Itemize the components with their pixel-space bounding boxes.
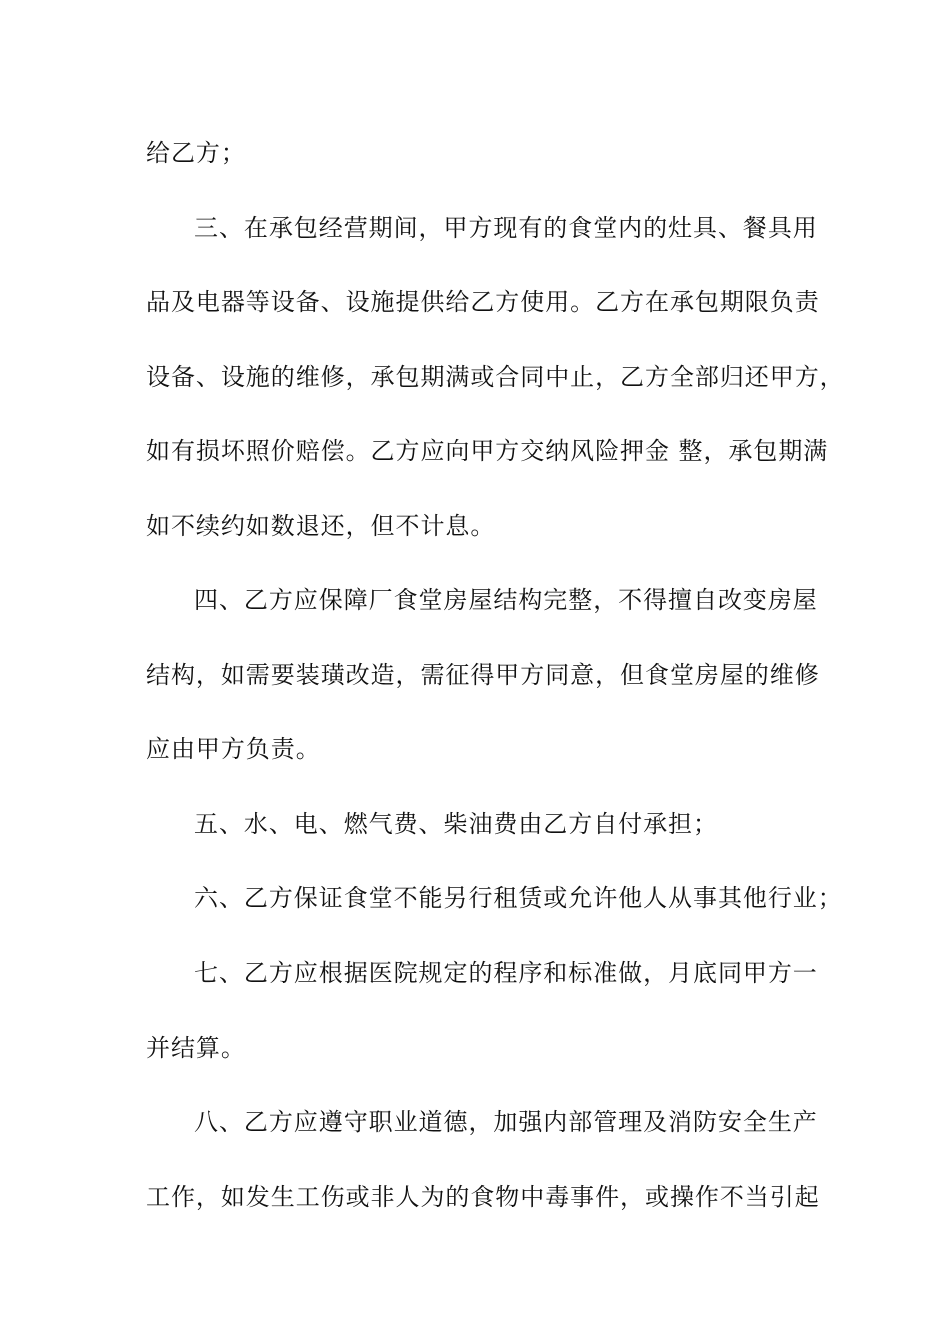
clause-4-line-1: 四、乙方应保障厂食堂房屋结构完整，不得擅自改变房屋: [194, 586, 818, 614]
text-line-1: 给乙方；: [146, 139, 246, 167]
clause-3-line-1: 三、在承包经营期间，甲方现有的食堂内的灶具、餐具用: [194, 214, 818, 242]
clause-3-line-2: 品及电器等设备、设施提供给乙方使用。乙方在承包期限负责: [146, 288, 820, 316]
clause-8-line-1: 八、乙方应遵守职业道德，加强内部管理及消防安全生产: [194, 1108, 818, 1136]
clause-3-line-4: 如有损坏照价赔偿。乙方应向甲方交纳风险押金 整，承包期满: [146, 437, 829, 465]
clause-5-line-1: 五、水、电、燃气费、柴油费由乙方自付承担；: [194, 810, 718, 838]
clause-4-line-3: 应由甲方负责。: [146, 735, 321, 763]
clause-3-line-5: 如不续约如数退还，但不计息。: [146, 512, 496, 540]
clause-8-line-2: 工作，如发生工伤或非人为的食物中毒事件，或操作不当引起: [146, 1183, 820, 1211]
clause-6-line-1: 六、乙方保证食堂不能另行租赁或允许他人从事其他行业；: [194, 884, 843, 912]
clause-3-line-3: 设备、设施的维修，承包期满或合同中止，乙方全部归还甲方，: [146, 363, 845, 391]
clause-4-line-2: 结构，如需要装璜改造，需征得甲方同意，但食堂房屋的维修: [146, 661, 820, 689]
clause-7-line-2: 并结算。: [146, 1034, 246, 1062]
clause-7-line-1: 七、乙方应根据医院规定的程序和标准做，月底同甲方一: [194, 959, 818, 987]
